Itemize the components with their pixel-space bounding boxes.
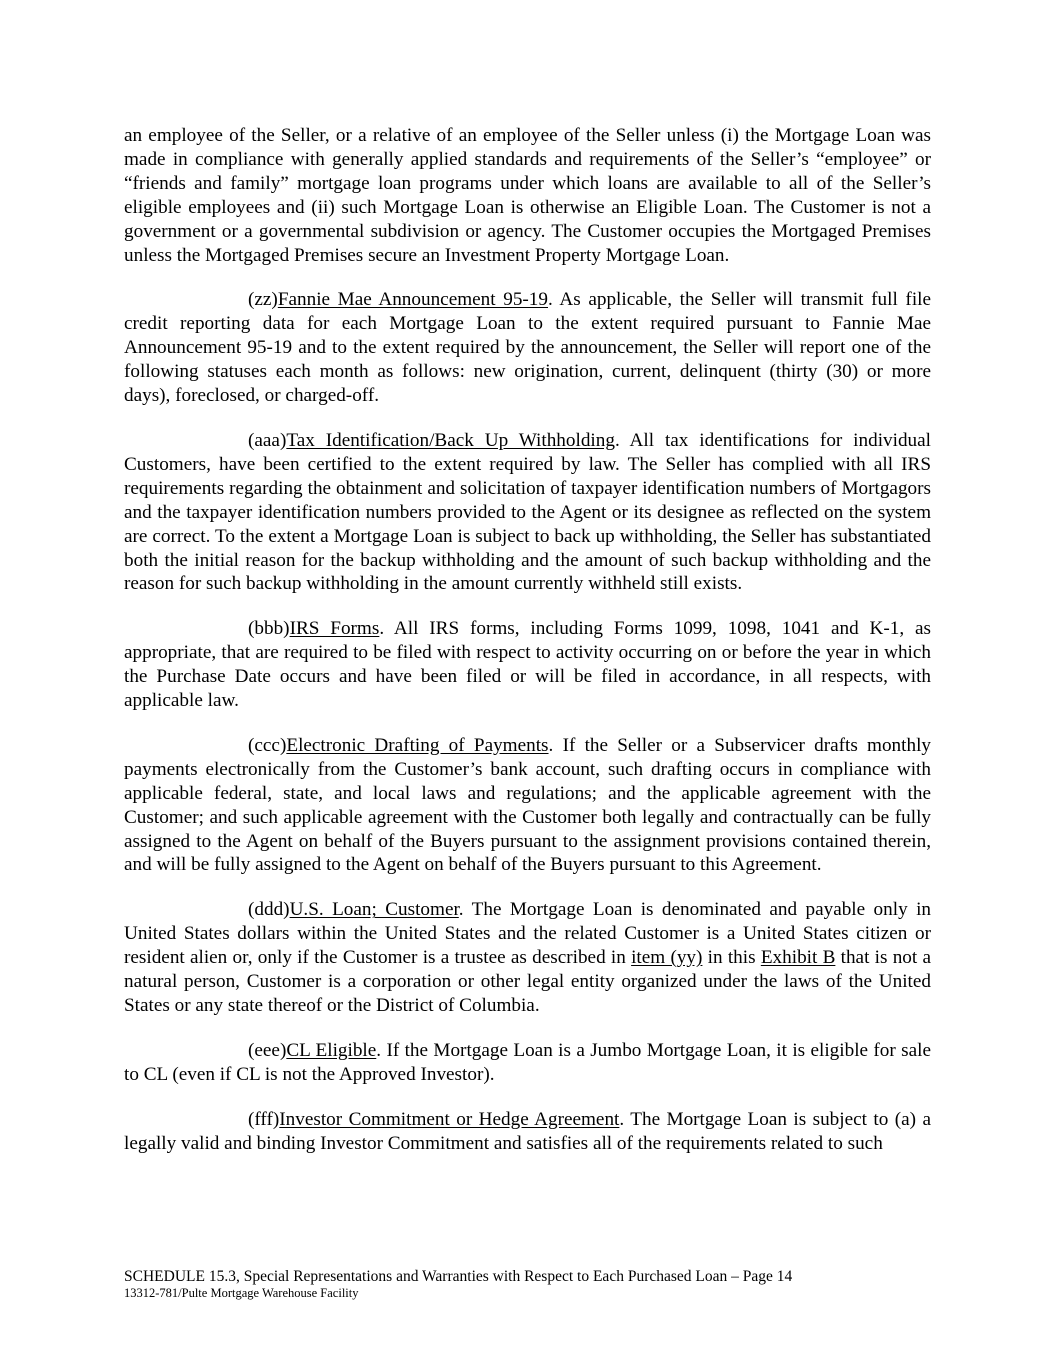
section-eee	[124, 1039, 931, 1087]
section-body: . If the Seller or a Subservicer drafts monthly payments electronically from the Customer’s bank account, such drafting occurs in compliance with applicable federal, state, and local laws and regulations; and the applicable agreement with the Customer; and such applicable agreement with the Customer both legally and contractually can be fully assigned to the Agent on behalf of the Buyers pursuant to the assignment provisions contained therein, and will be fully assigned to the Agent on behalf of the Buyers pursuant to this Agreement.	[124, 734, 931, 876]
section-number: (aaa)	[248, 429, 287, 451]
section-bbb	[124, 617, 931, 713]
document-page	[124, 124, 931, 1177]
section-number: (fff)	[248, 1108, 280, 1130]
section-heading: Investor Commitment or Hedge Agreement	[279, 1108, 620, 1130]
section-heading: Tax Identification/Back Up Withholding	[286, 429, 615, 451]
page-footer	[124, 1268, 931, 1301]
section-heading: U.S. Loan; Customer	[289, 899, 459, 921]
footer-document-id: 13312-781/Pulte Mortgage Warehouse Facility	[124, 1286, 359, 1300]
footer-schedule-line: SCHEDULE 15.3, Special Representations and Warranties with Respect to Each Purchased Loan – Page 14	[124, 1268, 793, 1285]
section-fff	[124, 1108, 931, 1156]
section-body: in this	[702, 947, 761, 969]
section-body: . If the Mortgage Loan is a Jumbo Mortgage Loan, it is eligible for sale to CL (even if CL is not the Approved Investor).	[124, 1039, 931, 1085]
section-number: (ddd)	[248, 899, 290, 921]
intro-paragraph: an employee of the Seller, or a relative of an employee of the Seller unless (i) the Mortgage Loan was made in compliance with generally applied standards and requirements of the Seller’s “employee” or “friends and family” mortgage loan programs under which loans are available to all of the Seller’s eligible employees and (ii) such Mortgage Loan is otherwise an Eligible Loan. The Customer is not a government or a governmental subdivision or agency. The Customer occupies the Mortgaged Premises unless the Mortgaged Premises secure an Investment Property Mortgage Loan.	[124, 125, 931, 266]
section-zz	[124, 288, 931, 408]
section-heading: CL Eligible	[286, 1039, 377, 1061]
section-body: . All IRS forms, including Forms 1099, 1098, 1041 and K-1, as appropriate, that are required to be filed with respect to activity occurring on or before the year in which the Purchase Date occurs and have been filed or will be filed in accordance, in all respects, with applicable law.	[124, 618, 931, 712]
section-number: (ccc)	[248, 734, 287, 756]
cross-reference-exhibit: Exhibit B	[760, 947, 836, 969]
cross-reference-item: item (yy)	[631, 947, 703, 969]
section-ddd	[124, 898, 931, 1018]
section-heading: Electronic Drafting of Payments	[286, 734, 549, 756]
section-body: . All tax identifications for individual Customers, have been certified to the extent required by law. The Seller has complied with all IRS requirements regarding the obtainment and solicitation of taxpayer identification numbers of Mortgagors and the taxpayer identification numbers provided to the Agent or its designee as reflected on the system are correct. To the extent a Mortgage Loan is subject to back up withholding, the Seller has substantiated both the initial reason for the backup withholding and the amount of such backup withholding and the reason for such backup withholding in the amount currently withheld still exists.	[124, 429, 931, 595]
section-aaa	[124, 429, 931, 596]
section-body: that is not a natural person, Customer is a corporation or other legal entity organized under the laws of the United States or any state thereof or the District of Columbia.	[124, 947, 931, 1016]
section-body: . The Mortgage Loan is subject to (a) a legally valid and binding Investor Commitment and satisfies all of the requirements related to such	[124, 1108, 931, 1154]
section-heading: Fannie Mae Announcement 95-19	[277, 289, 548, 311]
section-heading: IRS Forms	[289, 618, 380, 640]
section-number: (eee)	[248, 1039, 287, 1061]
section-ccc	[124, 734, 931, 877]
section-body: . As applicable, the Seller will transmit full file credit reporting data for each Mortgage Loan to the extent required pursuant to Fannie Mae Announcement 95-19 and to the extent required by the announcement, the Seller will report one of the following statuses each month as follows: new origination, current, delinquent (thirty (30) or more days), foreclosed, or charged-off.	[124, 289, 931, 407]
section-number: (zz)	[248, 289, 278, 311]
section-number: (bbb)	[248, 618, 290, 640]
section-body: . The Mortgage Loan is denominated and payable only in United States dollars within the United States and the related Customer is a United States citizen or resident alien or, only if the Customer is a trustee as described in	[124, 899, 931, 969]
